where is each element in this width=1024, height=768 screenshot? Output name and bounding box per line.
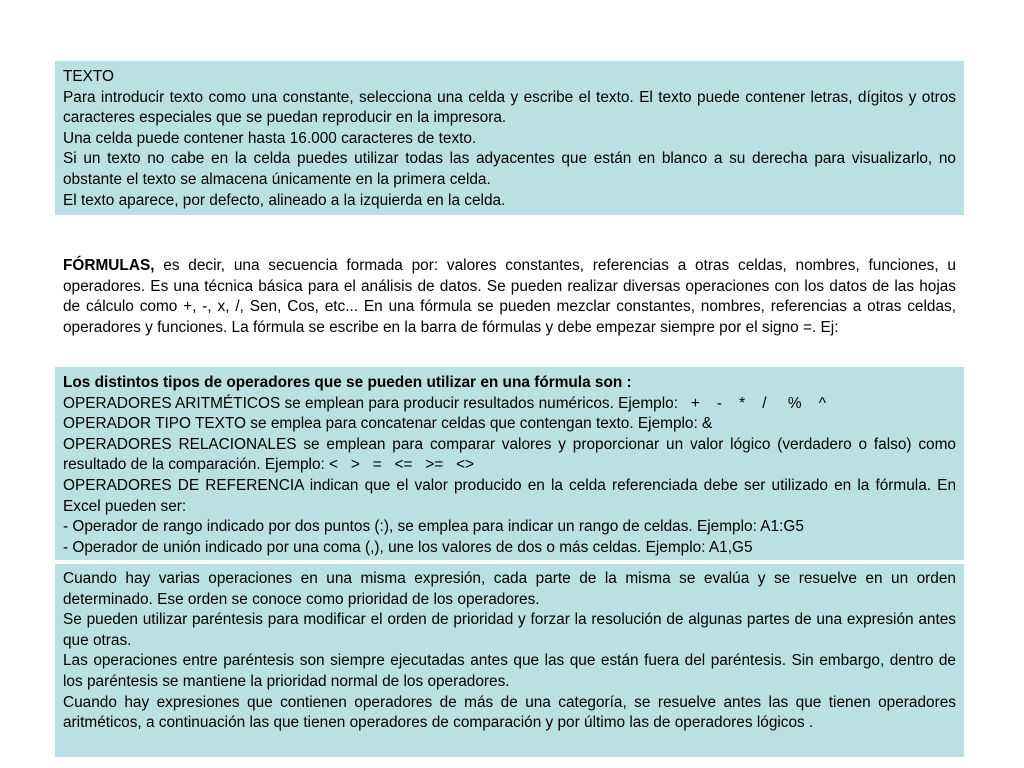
texto-section [55,61,964,215]
relacionales-symbols: < > = <= >= <> [324,456,475,474]
formulas-section [55,253,964,360]
operadores-heading: Los distintos tipos de operadores que se pueden utilizar en una fórmula son : [63,374,632,391]
texto-paragraph-2: Una celda puede contener hasta 16.000 caracteres de texto. [63,129,477,147]
aritmeticos-symbols: + - * / % ^ [678,394,826,412]
texto-paragraph-1: Para introducir texto como una constante, selecciona una celda y escribe el texto. El texto puede contener letras, dígitos y otros caracteres especiales que se puedan reproducir en la impresora. [63,88,956,127]
texto-paragraph-4: El texto aparece, por defecto, alineado a la izquierda en la celda. [63,191,506,209]
relacionales-text: OPERADORES RELACIONALES se emplean para comparar valores y proporcionar un valor lógico (verdadero o falso) como resultado de la comparación. Ejemplo: [63,435,956,474]
formulas-paragraph [63,256,956,338]
aritmeticos-text: OPERADORES ARITMÉTICOS se emplean para producir resultados numéricos. Ejemplo: [63,394,679,412]
formulas-lead: FÓRMULAS, [63,257,155,274]
texto-title: TEXTO [63,68,115,85]
operadores-referencia: OPERADORES DE REFERENCIA indican que el valor producido en la celda referenciada debe ser utilizado en la fórmula. En Excel pueden ser: [63,476,956,515]
operadores-section [55,367,964,560]
formulas-body: es decir, una secuencia formada por: valores constantes, referencias a otras celdas, nombres, funciones, u operadores. Es una técnica básica para el análisis de datos. Se pueden realizar diversas operaciones con los datos de las hojas de cálculo como +, -, x, /, Sen, Cos, etc... En una fórmula se pueden mezclar constantes, nombres, referencias a otras celdas, operadores y funciones. La fórmula se escribe en la barra de fórmulas y debe empezar siempre por el signo =. Ej: [63,257,956,336]
operador-texto: OPERADOR TIPO TEXTO se emplea para concatenar celdas que contengan texto. Ejemplo: & [63,415,713,433]
operadores-relacionales [63,435,956,476]
operador-union: - Operador de unión indicado por una coma (,), une los valores de dos o más celdas. Ejemplo: A1,G5 [63,538,753,556]
prioridad-paragraph-2: Se pueden utilizar paréntesis para modificar el orden de prioridad y forzar la resolución de algunas partes de una expresión antes que otras. [63,611,956,649]
operador-rango: - Operador de rango indicado por dos puntos (:), se emplea para indicar un rango de celdas. Ejemplo: A1:G5 [63,518,804,536]
prioridad-section [55,564,964,757]
operadores-aritmeticos [63,394,956,415]
prioridad-paragraph-3: Las operaciones entre paréntesis son siempre ejecutadas antes que las que están fuera del paréntesis. Sin embargo, dentro de los paréntesis se mantiene la prioridad normal de los operadores. [63,652,956,690]
prioridad-paragraph-4: Cuando hay expresiones que contienen operadores de más de una categoría, se resuelve antes las que tienen operadores aritméticos, a continuación las que tienen operadores de comparación y por último las de operadores lógicos . [63,693,956,732]
texto-paragraph-3: Si un texto no cabe en la celda puedes utilizar todas las adyacentes que están en blanco a su derecha para visualizarlo, no obstante el texto se almacena únicamente en la primera celda. [63,150,956,188]
prioridad-paragraph-1: Cuando hay varias operaciones en una misma expresión, cada parte de la misma se evalúa y se resuelve en un orden determinado. Ese orden se conoce como prioridad de los operadores. [63,570,956,608]
